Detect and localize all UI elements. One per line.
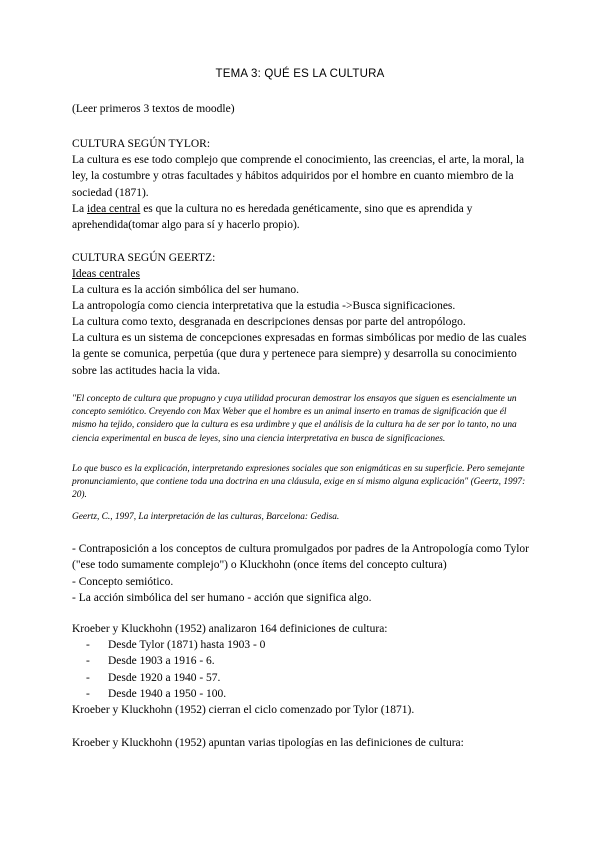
tylor-heading: CULTURA SEGÚN TYLOR: bbox=[72, 138, 211, 150]
geertz-line: La cultura es un sistema de concepciones expresadas en formas simbólicas por medio de las cuales la gente se comunica, perpetúa (que dura y pertenece para siempre) y desarrolla su conocimiento sobre las actitudes hacia la vida. bbox=[72, 332, 527, 377]
geertz-quote-paragraph-2: Lo que busco es la explicación, interpretando expresiones sociales que son enigmáticas en su superficie. Pero semejante pronunciamiento, que contiene toda una doctrina en una cláusula, exige en sí mismo alguna explicación" (Geertz, 1997: 20). bbox=[72, 464, 526, 501]
geertz-subheading: Ideas centrales bbox=[72, 268, 141, 280]
tylor-idea-central bbox=[72, 201, 530, 234]
tylor-definition: La cultura es ese todo complejo que comprende el conocimiento, las creencias, el arte, la moral, la ley, la costumbre y otras facultades y hábitos adquiridos por el hombre en cuanto miembro de la sociedad (1871). bbox=[72, 154, 525, 199]
note-item: - Contraposición a los conceptos de cultura promulgados por padres de la Antropología como Tylor ("ese todo sumamente complejo") o Kluckhohn (once ítems del concepto cultura) bbox=[72, 543, 529, 572]
geertz-line: La cultura como texto, desgranada en descripciones densas por parte del antropólogo. bbox=[72, 316, 466, 328]
idea-prefix: La bbox=[72, 203, 88, 215]
list-item: - Desde 1920 a 1940 - 57. bbox=[86, 670, 506, 686]
dash-bullet: - bbox=[86, 671, 90, 684]
note-item: - La acción simbólica del ser humano - acción que significa algo. bbox=[72, 592, 372, 604]
geertz-quote-paragraph-1: "El concepto de cultura que propugno y cuya utilidad procuran demostrar los ensayos que siguen es esencialmente un concepto semiótico. Creyendo con Max Weber que el hombre es un animal inserto en tramas de significación que él mismo ha tejido, considero que la cultura es esa urdimbre y que el análisis de la cultura ha de ser por lo tanto, no una ciencia experimental en busca de leyes, sino una ciencia interpretativa en busca de significaciones. bbox=[72, 394, 517, 444]
geertz-line: La antropología como ciencia interpretativa que la estudia ->Busca significaciones. bbox=[72, 300, 456, 312]
dash-bullet: - bbox=[86, 639, 90, 651]
kroeber-list bbox=[86, 637, 506, 702]
page-title: TEMA 3: QUÉ ES LA CULTURA bbox=[215, 68, 385, 80]
list-item: - Desde 1903 a 1916 - 6. bbox=[86, 653, 506, 669]
list-item: - Desde 1940 a 1950 - 100. bbox=[86, 686, 506, 702]
kroeber-intro: Kroeber y Kluckhohn (1952) analizaron 164 definiciones de cultura: bbox=[72, 623, 388, 635]
intro-note: (Leer primeros 3 textos de moodle) bbox=[72, 103, 235, 115]
dash-bullet: - bbox=[86, 655, 90, 668]
geertz-line: La cultura es la acción simbólica del ser humano. bbox=[72, 284, 300, 296]
geertz-citation: Geertz, C., 1997, La interpretación de las culturas, Barcelona: Gedisa. bbox=[72, 512, 340, 522]
dash-bullet: - bbox=[86, 687, 90, 700]
list-item: - Desde Tylor (1871) hasta 1903 - 0 bbox=[86, 637, 506, 653]
kroeber-closing: Kroeber y Kluckhohn (1952) cierran el ciclo comenzado por Tylor (1871). bbox=[72, 704, 415, 716]
note-item: - Concepto semiótico. bbox=[72, 576, 174, 588]
idea-rest: es que la cultura no es heredada genéticamente, sino que es aprendida y aprehendida(tomar algo para sí y hacerlo propio). bbox=[72, 203, 473, 232]
idea-central-underlined: idea central bbox=[87, 203, 141, 215]
kroeber-typologies: Kroeber y Kluckhohn (1952) apuntan varias tipologías en las definiciones de cultura: bbox=[72, 737, 464, 749]
geertz-heading: CULTURA SEGÚN GEERTZ: bbox=[72, 252, 216, 264]
